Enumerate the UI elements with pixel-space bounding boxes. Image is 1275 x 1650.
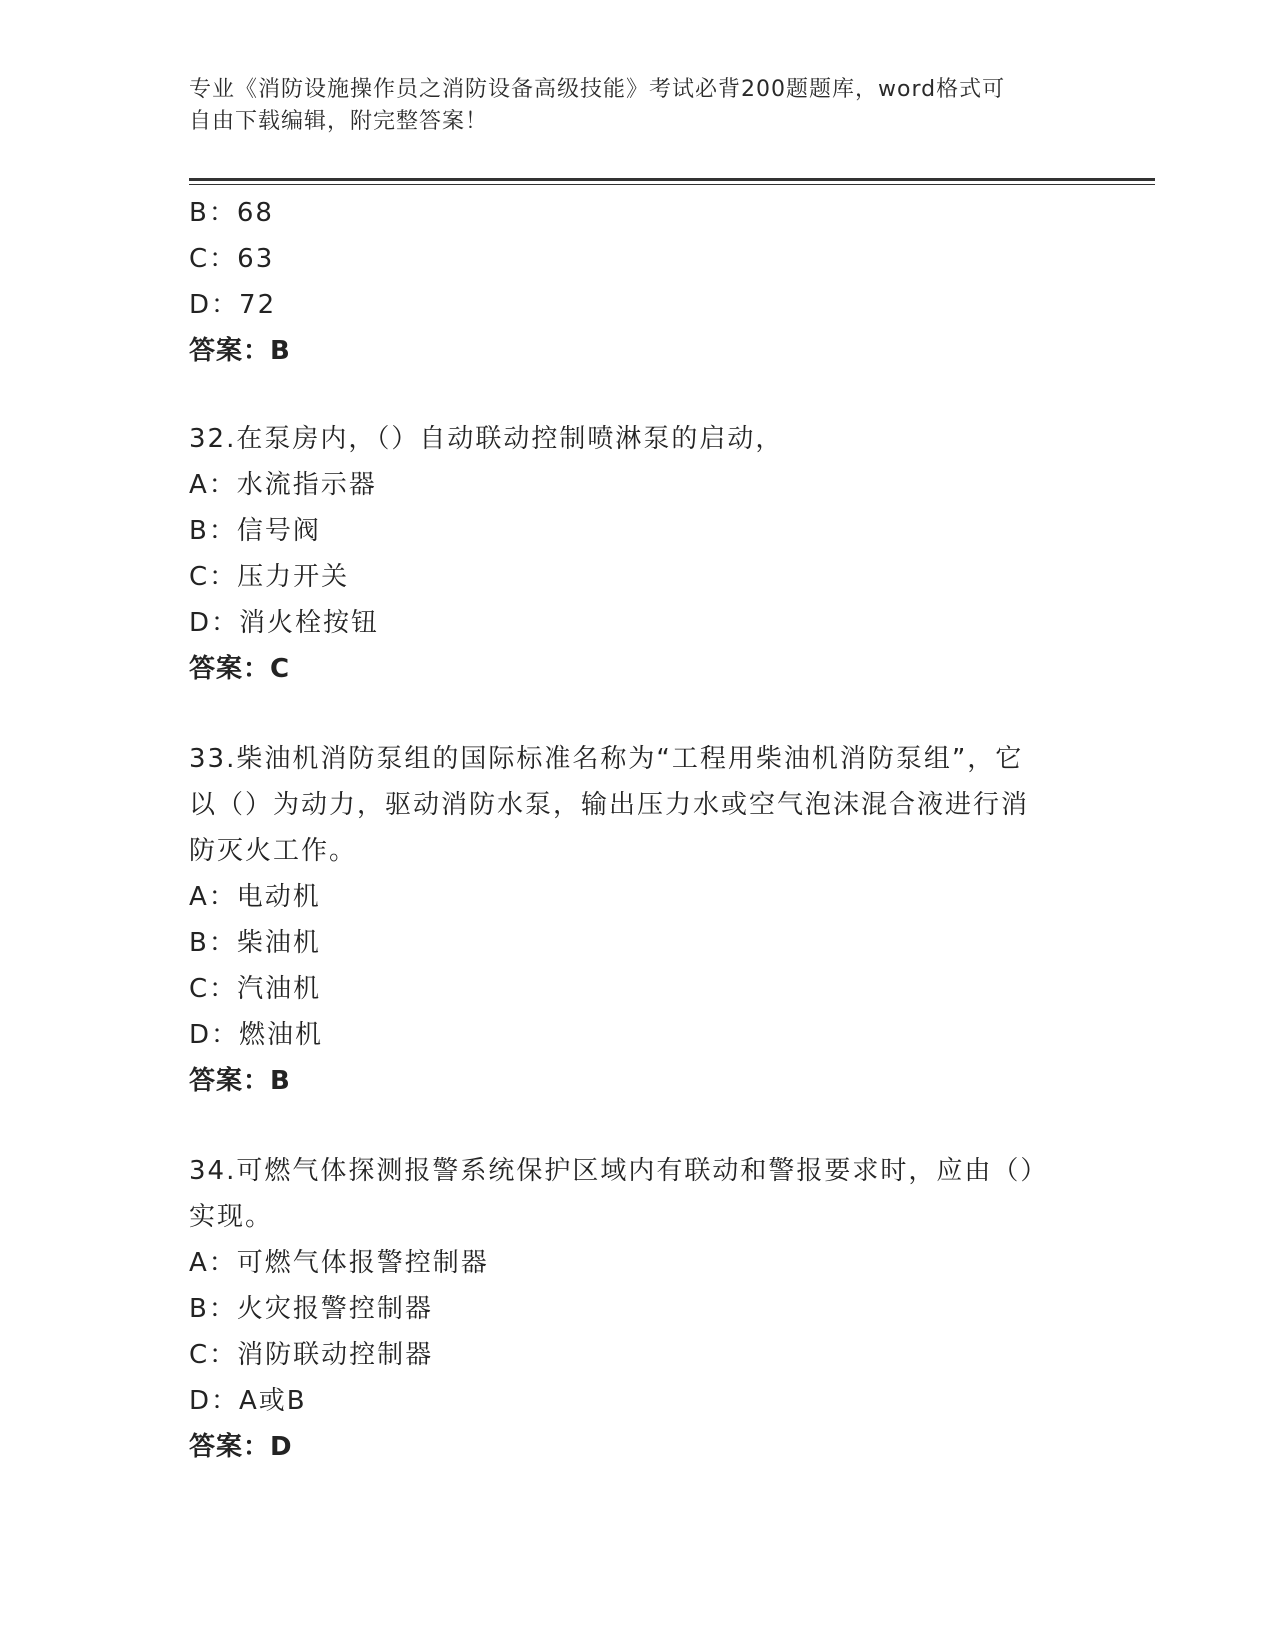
answer-line: 答案：B bbox=[189, 1066, 291, 1096]
option-d: D：A或B bbox=[189, 1386, 307, 1416]
question-stem-line-2: 实现。 bbox=[189, 1202, 274, 1232]
option-a: A：可燃气体报警控制器 bbox=[189, 1248, 489, 1278]
option-d: D：72 bbox=[189, 290, 277, 320]
header-divider-thick bbox=[189, 178, 1155, 181]
question-stem: 32.在泵房内，（）自动联动控制喷淋泵的启动， bbox=[189, 424, 784, 454]
answer-line: 答案：C bbox=[189, 654, 291, 684]
question-list bbox=[189, 190, 1089, 1470]
option-d: D：消火栓按钮 bbox=[189, 608, 380, 638]
option-a: A：电动机 bbox=[189, 882, 321, 912]
answer-line: 答案：D bbox=[189, 1432, 293, 1462]
question-stem-line-1: 33.柴油机消防泵组的国际标准名称为“工程用柴油机消防泵组”，它 bbox=[189, 744, 1024, 774]
question-block-34 bbox=[189, 1148, 1089, 1470]
question-stem-line-1: 34.可燃气体探测报警系统保护区域内有联动和警报要求时，应由（） bbox=[189, 1156, 1049, 1186]
question-block-33 bbox=[189, 736, 1089, 1104]
header-title-line-1: 专业《消防设施操作员之消防设备高级技能》考试必背200题题库，word格式可 bbox=[189, 77, 1006, 102]
option-b: B：火灾报警控制器 bbox=[189, 1294, 433, 1324]
option-d: D：燃油机 bbox=[189, 1020, 324, 1050]
option-b: B：68 bbox=[189, 198, 274, 228]
question-block-32 bbox=[189, 416, 1089, 692]
option-a: A：水流指示器 bbox=[189, 470, 377, 500]
question-stem-line-2: 以（）为动力，驱动消防水泵，输出压力水或空气泡沫混合液进行消 bbox=[189, 790, 1030, 820]
option-c: C：汽油机 bbox=[189, 974, 322, 1004]
option-c: C：压力开关 bbox=[189, 562, 350, 592]
option-b: B：信号阀 bbox=[189, 516, 321, 546]
question-block-31 bbox=[189, 190, 1089, 374]
document-header bbox=[189, 74, 1089, 138]
answer-line: 答案：B bbox=[189, 336, 291, 366]
header-title-line-2: 自由下载编辑，附完整答案！ bbox=[189, 109, 489, 134]
option-c: C：63 bbox=[189, 244, 275, 274]
question-stem-line-3: 防灭火工作。 bbox=[189, 836, 358, 866]
option-b: B：柴油机 bbox=[189, 928, 321, 958]
option-c: C：消防联动控制器 bbox=[189, 1340, 434, 1370]
header-divider-thin bbox=[189, 184, 1155, 185]
